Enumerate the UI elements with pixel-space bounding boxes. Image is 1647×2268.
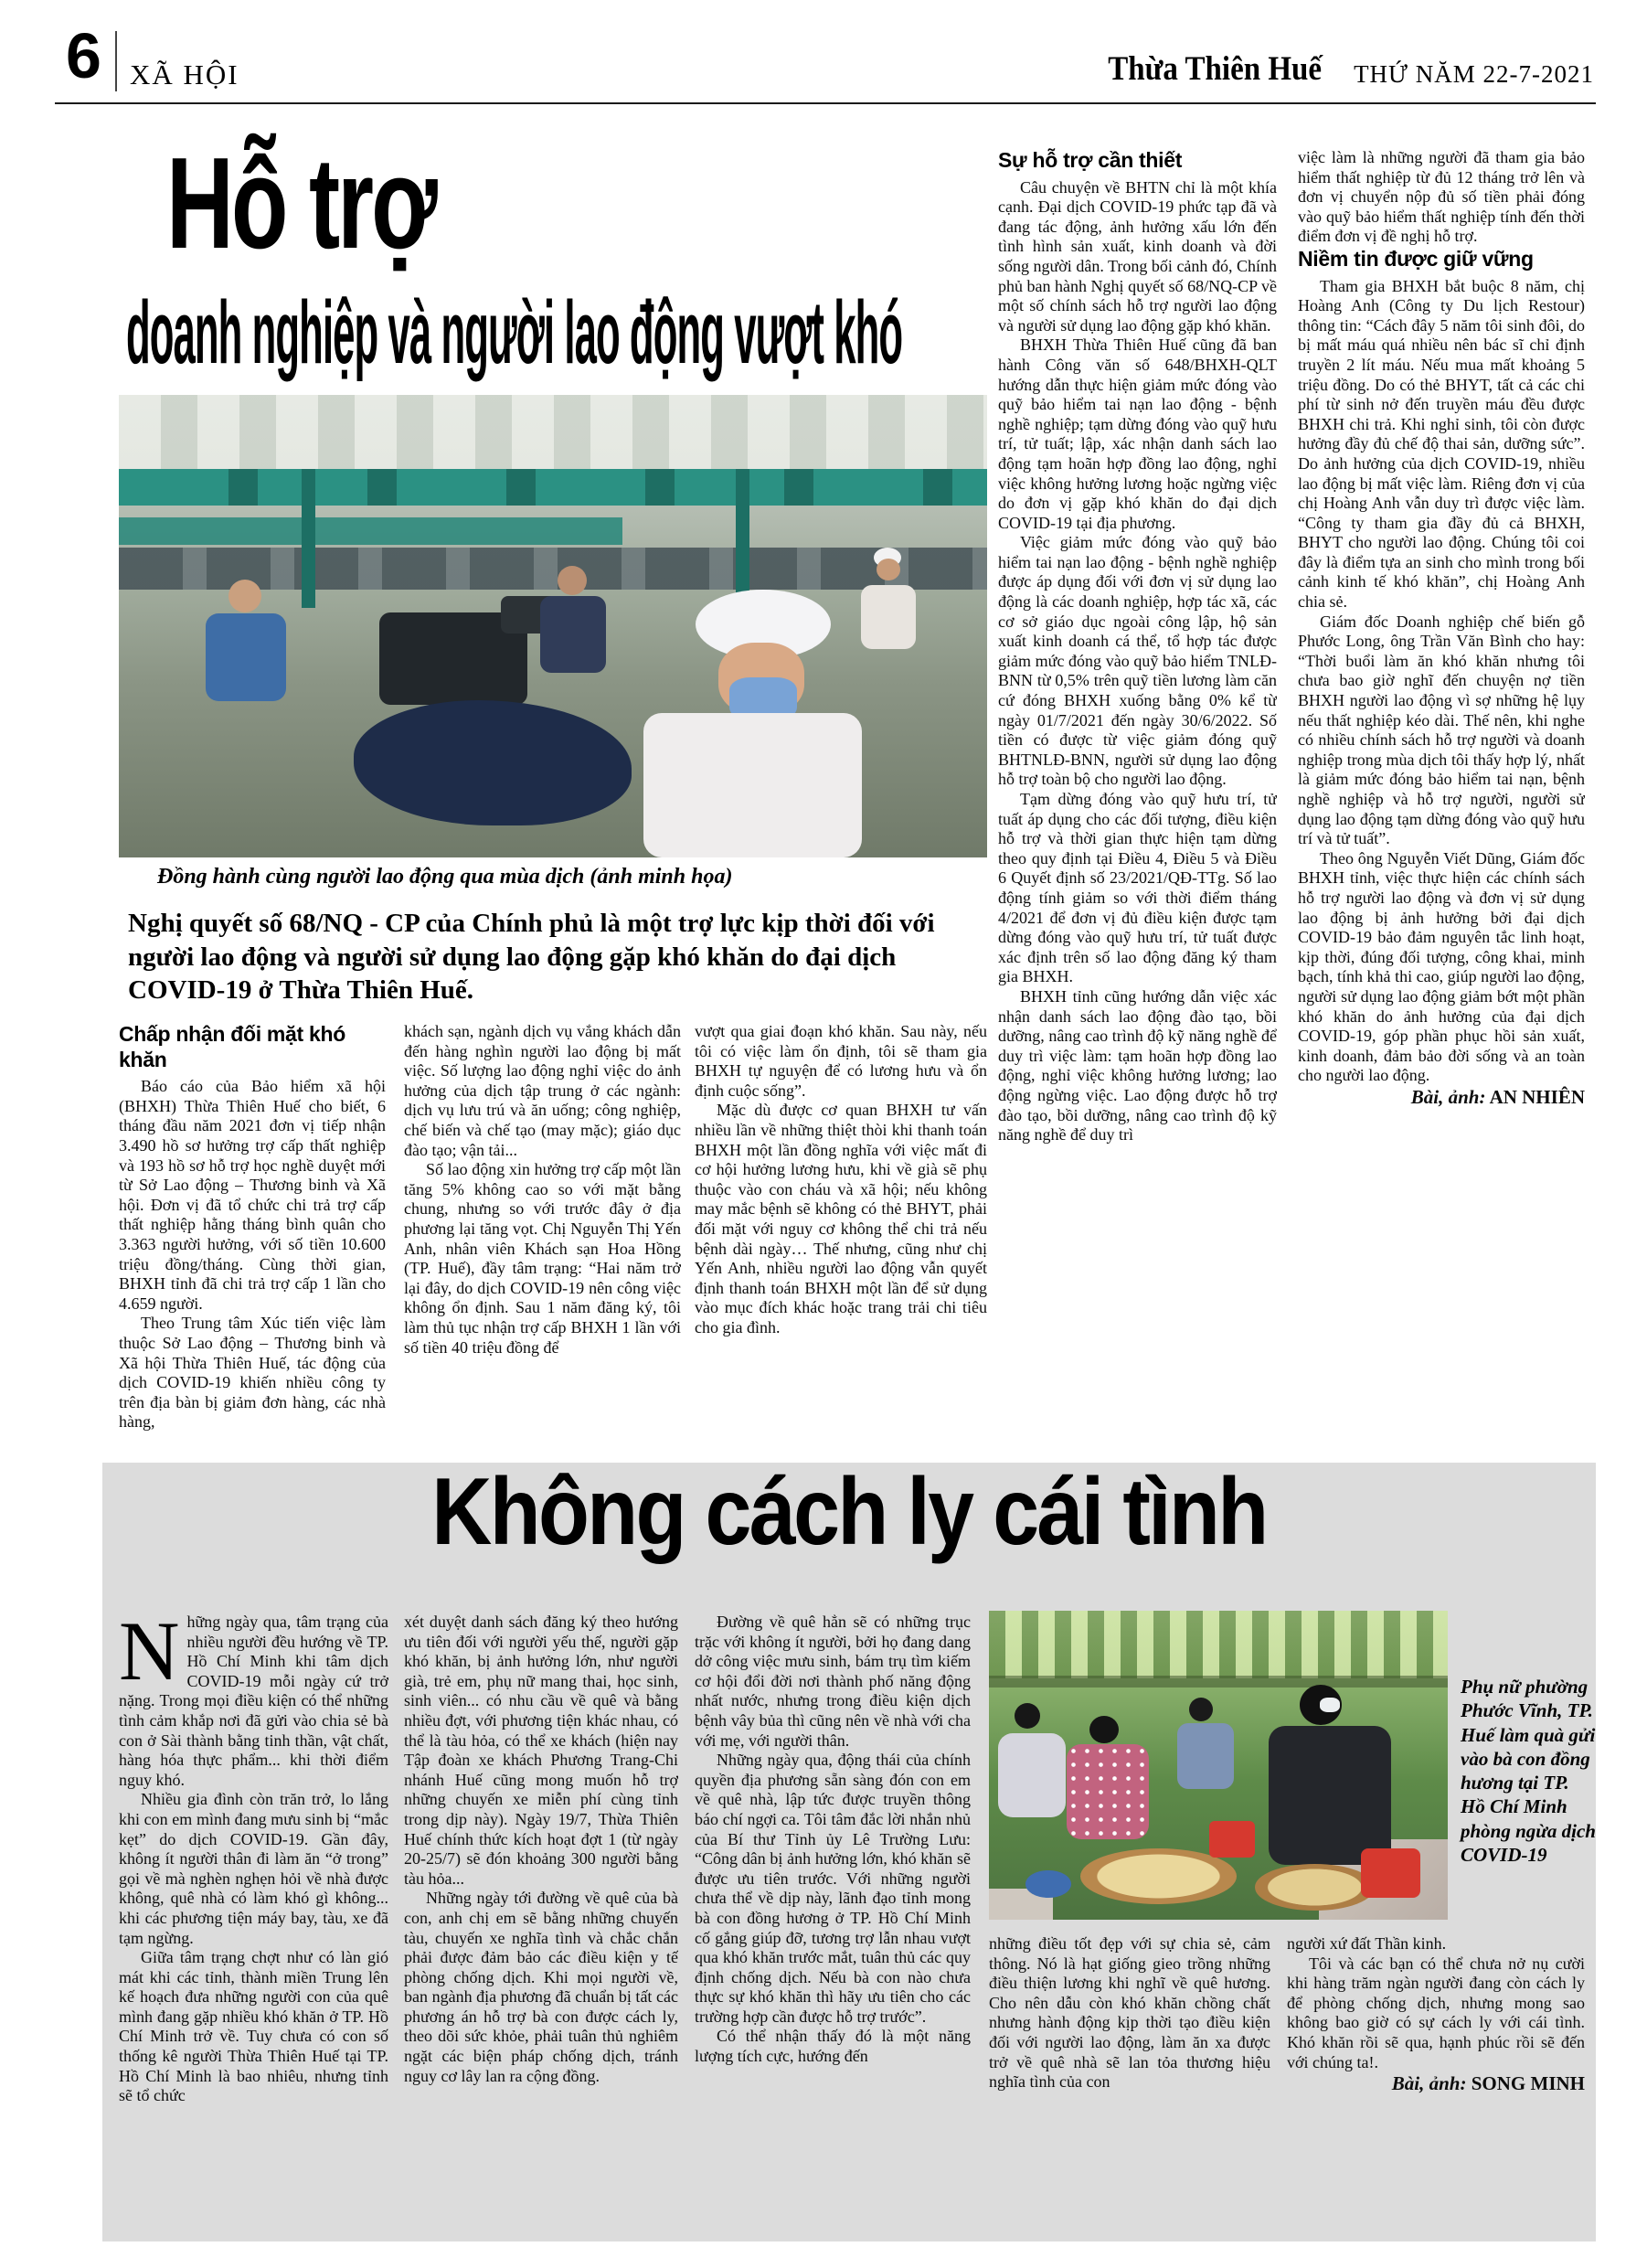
page-number: 6 <box>66 20 101 91</box>
body-paragraph: Tham gia BHXH bắt buộc 8 năm, chị Hoàng Anh (Công ty Du lịch Restour) thông tin: “Cách đây 5 năm tôi sinh đôi, do bị mất máu quá nhiều nên bác sĩ chỉ định truyền 2 lít máu. Nếu mua mất khoảng 5 triệu đồng. Do có thẻ BHYT, tất cả các chi phí từ sinh nở đến truyền máu đều được BHXH chi trả. Khi nghỉ sinh, tôi còn được hưởng đầy đủ chế độ thai sản, dưỡng sức”. Do ảnh hưởng của dịch COVID-19, nhiều lao động bị mất việc làm. Riêng đơn vị của chị Hoàng Anh vẫn duy trì được việc làm. “Công ty tham gia đầy đủ cả BHXH, BHYT cho người lao động. Chúng tôi coi đây là điểm tựa an sinh cho mình trong bối cảnh kinh tế khó khăn”, chị Hoàng Anh chia sẻ. <box>1298 276 1585 612</box>
body-paragraph: Việc giảm mức đóng vào quỹ bảo hiểm tai nạn lao động - bệnh nghề nghiệp được áp dụng đối với đơn vị sử dụng lao động là các doanh nghiệp, hợp tác xã, các cơ sở giáo dục ngoài công lập, hộ sản xuất kinh doanh cá thể, tổ hợp tác được giảm mức đóng vào quỹ bảo hiểm TNLĐ-BNN từ 0,5% trên quỹ tiền lương làm căn cứ đóng BHXH xuống bằng 0% kể từ ngày 01/7/2021 đến ngày 30/6/2022. Số tiền có được từ việc giảm đóng quỹ BHTNLĐ-BNN, người sử dụng lao động hỗ trợ toàn bộ cho người lao động. <box>998 533 1277 789</box>
article1-column-3 <box>695 1022 987 1459</box>
article2-column-3 <box>695 1613 971 2199</box>
article1-headline-top <box>166 131 861 285</box>
article2-column-2 <box>404 1613 678 2199</box>
body-paragraph: BHXH tỉnh cũng hướng dẫn việc xác nhận danh sách lao động đào tạo, bồi dưỡng, nâng cao trình độ kỹ năng nghề để duy trì việc làm: tạm hoãn hợp đồng lao động, nghỉ việc không hưởng lương; lao động ngừng việc. Lao động được hỗ trợ đào tạo, bồi dưỡng, nâng cao trình độ kỹ năng nghề để duy trì <box>998 986 1277 1145</box>
fabric-shape <box>354 700 632 825</box>
article1-column-1 <box>119 1022 386 1459</box>
article1-column-4 <box>998 148 1277 1459</box>
body-paragraph <box>119 1613 388 1790</box>
person-figure <box>998 1703 1071 1839</box>
body-paragraph: những điều tốt đẹp với sự chia sẻ, cảm thông. Nó là hạt giống gieo trồng những điều thiện lương khi nghĩ về quê hương. Cho nên dẫu còn khó khăn chồng chất nhưng hành động kịp thời tạo điều kiện đối với người lao động, làm ăn xa được trở về quê nhà sẽ lan tỏa thương hiệu nghĩa tình của con <box>989 1934 1270 2092</box>
page-header <box>55 20 1596 99</box>
newspaper-brand: Thừa Thiên Huế <box>1108 50 1322 88</box>
body-paragraph: việc làm là những người đã tham gia bảo hiểm thất nghiệp từ đủ 12 tháng trở lên và đơn vị chuyển nộp đủ số tiền phải đóng vào quỹ bảo hiểm thất nghiệp tính đến thời điểm đơn vị đề nghị hỗ trợ. <box>1298 148 1585 246</box>
worker-figure <box>540 566 619 687</box>
body-paragraph: Theo Trung tâm Xúc tiến việc làm thuộc Sở Lao động – Thương binh và Xã hội Thừa Thiên Huế, tác động của dịch COVID-19 khiến nhiều công ty trên địa bàn bị giảm đơn hàng, các nhà hàng, <box>119 1314 386 1432</box>
photo-shape <box>302 469 315 608</box>
tray-shape <box>1255 1864 1375 1911</box>
body-paragraph: Theo ông Nguyễn Viết Dũng, Giám đốc BHXH tỉnh, việc thực hiện các chính sách hỗ trợ người lao động và đơn vị sử dụng lao động bị ảnh hưởng bởi đại dịch COVID-19 bảo đảm nguyên tắc linh hoạt, kịp thời, đúng đối tượng, công khai, minh bạch, tính khả thi cao, giúp người lao động, người sử dụng lao động giảm bớt một phần khó khăn do ảnh hưởng của đại dịch COVID-19, góp phần phục hồi sản xuất, kinh doanh, đảm bảo đời sống và an toàn cho người lao động. <box>1298 848 1585 1085</box>
subhead: Sự hỗ trợ cần thiết <box>998 148 1183 172</box>
body-paragraph: Có thể nhận thấy đó là một năng lượng tích cực, hướng đến <box>695 2027 971 2066</box>
body-paragraph: Tôi và các bạn có thể chưa nở nụ cười khi hàng trăm ngàn người đang còn cách ly để phòng chống dịch, nhưng mong sao không bao giờ có sự cách ly với cái tình. Khó khăn rồi sẽ qua, hạnh phúc rồi sẽ đến với chúng ta!. <box>1287 1954 1585 2071</box>
photo-shape <box>119 517 622 545</box>
body-paragraph: Những ngày tới đường về quê của bà con, anh chị em sẽ bằng những chuyến tàu, chuyến xe nghĩa tình và chắc chắn phải được đảm bảo các điều kiện y tế phòng chống dịch. Khi mọi người về, ban ngành địa phương đã chuẩn bị tất các phương án hỗ trợ bà con được cách ly, theo dõi sức khỏe, phải tuân thủ nghiêm ngặt các biện pháp chống dịch, tránh nguy cơ lây lan ra cộng đồng. <box>404 1889 678 2085</box>
body-paragraph: Mặc dù được cơ quan BHXH tư vấn nhiều lần về những thiệt thòi khi thanh toán BHXH một lần đồng nghĩa với việc mất đi cơ hội hưởng lương hưu, khi về già sẽ phụ thuộc vào con cháu và xã hội; nếu không may mắc bệnh sẽ không có thẻ BHYT, phải đối mặt với nguy cơ không thể chi trả nếu bệnh dài ngày… Thế nhưng, cũng như chị Yến Anh, nhiều người lao động vẫn quyết định thanh toán BHXH một lần để sử dụng vào mục đích khác hoặc trang trải chi tiêu cho gia đình. <box>695 1101 987 1336</box>
subhead: Niềm tin được giữ vững <box>1298 246 1534 271</box>
bowl-shape <box>1025 1870 1071 1898</box>
body-paragraph: Giám đốc Doanh nghiệp chế biến gỗ Phước Long, ông Trần Văn Bình cho hay: “Thời buổi làm ăn khó khăn nhưng tôi chưa bao giờ nghĩ đến chuyện nợ tiền BHXH người lao động vì sợ những hệ lụy nếu thất nghiệp kéo dài. Thế nên, khi nghe có nhiều chính sách hỗ trợ người và doanh nghiệp trong mùa dịch tôi thấy hợp lý, nhất là giảm mức đóng bảo hiểm tai nạn, bệnh nghề nghiệp và hỗ trợ người, người sử dụng lao động tạm dừng đóng vào quỹ hưu trí và tử tuất”. <box>1298 612 1585 848</box>
article1-headline-top-text: Hỗ trợ <box>166 131 435 276</box>
photo-shape <box>989 1611 1448 1678</box>
body-paragraph: Đường về quê hẳn sẽ có những trục trặc với không ít người, bởi họ đang dang dở công việc mưu sinh, bám trụ tìm kiếm cơ hội đổi đời nơi thành phố năng động nhất nước, nhưng trong điều kiện dịch bệnh vây bủa thì cũng nên về nhà với cha với mẹ, với người thân. <box>695 1613 971 1750</box>
body-paragraph: Câu chuyện về BHTN chỉ là một khía cạnh. Đại dịch COVID-19 phức tạp đã và đang tác động, ảnh hưởng xấu lớn đến tình hình sản xuất, kinh doanh và đời sống người dân. Trong bối cảnh đó, Chính phủ ban hành Nghị quyết số 68/NQ-CP về một số chính sách hỗ trợ người lao động và người sử dụng lao động gặp khó khăn. <box>998 177 1277 335</box>
article2-byline <box>1287 2072 1585 2095</box>
body-paragraph: người xứ đất Thần kinh. <box>1287 1934 1447 1953</box>
body-paragraph: khách sạn, ngành dịch vụ vắng khách dẫn đến hàng nghìn người lao động bị mất việc. Số lượng lao động nghỉ việc do ảnh hưởng của dịch tập trung ở các ngành: dịch vụ lưu trú và ăn uống; công nghiệp, chế biến và chế tạo (may mặc); giáo dục đào tạo; vận tải... <box>404 1022 681 1159</box>
issue-date: THỨ NĂM 22-7-2021 <box>1354 60 1594 88</box>
photo-shape <box>119 469 987 506</box>
body-paragraph: Số lao động xin hưởng trợ cấp một lần tăng 5% không cao so với mặt bằng chung, nhưng so với trước đây ở địa phương lại tăng vọt. Chị Nguyễn Thị Yến Anh, nhân viên Khách sạn Hoa Hồng (TP. Huế), đầy tâm trạng: “Hai năm trở lại đây, do dịch COVID-19 nên công việc không ổn định. Sau 1 năm đăng ký, tôi làm thủ tục nhận trợ cấp BHXH 1 lần với số tiền 40 triệu đồng để <box>404 1160 681 1357</box>
body-paragraph: Những ngày qua, động thái của chính quyền địa phương sẵn sàng đón con em về quê nhà, lập tức được truyền thông báo chí ngợi ca. Tôi tâm đắc lời nhắn nhủ của Bí thư Tỉnh ủy Lê Trường Lưu: “Công dân bị ảnh hưởng lớn, khó khăn sẽ được ưu tiên trước. Với những người chưa thể về dịp này, lãnh đạo tỉnh mong bà con đồng hương ở TP. Hồ Chí Minh cố gắng giúp đỡ, tương trợ lẫn nhau vượt qua khó khăn trước mắt, tuân thủ các quy định chống dịch. Nếu bà con nào chưa thực sự khó khăn thì hãy ưu tiên cho các trường hợp cần được hỗ trợ trước”. <box>695 1751 971 2026</box>
worker-figure <box>861 548 930 658</box>
factory-photo <box>119 395 987 857</box>
drop-cap: N <box>119 1613 180 1698</box>
body-paragraph: Nhiều gia đình còn trăn trở, lo lắng khi con em mình đang mưu sinh bị “mắc kẹt” do dịch COVID-19. Gần đây, không ít người thân đi làm ăn “ở trong” gọi về mà nghèn nghẹn hỏi về nhà được không, quê nhà có làm khó gì không... khi các phương tiện máy bay, tàu, xe đã tạm ngừng. <box>119 1790 388 1947</box>
body-text: hững ngày qua, tâm trạng của nhiều người đều hướng về TP. Hồ Chí Minh khi tâm dịch COVID-19 mỗi ngày cứ trở nặng. Trong mọi điều kiện có thể những tình cảm khắp nơi đã gửi vào chia sẻ bà con ở Sài thành bằng tinh thần, vật chất, hàng hóa thực phẩm... khi thời điểm nguy khó. <box>119 1613 388 1789</box>
article1-column-5 <box>1298 148 1585 1459</box>
header-divider <box>115 31 117 91</box>
byline-prefix: Bài, ảnh: <box>1391 2072 1467 2095</box>
article2-column-1 <box>119 1613 388 2199</box>
article1-lead: Nghị quyết số 68/NQ - CP của Chính phủ là một trợ lực kịp thời đối với người lao động và người sử dụng lao động gặp khó khăn do đại dịch COVID-19 ở Thừa Thiên Huế. <box>128 909 935 1006</box>
photo-shape <box>119 395 987 469</box>
body-paragraph: Báo cáo của Bảo hiểm xã hội (BHXH) Thừa Thiên Huế cho biết, 6 tháng đầu năm 2021 đơn vị tiếp nhận 3.490 hồ sơ hưởng trợ cấp thất nghiệp và 193 hồ sơ hỗ trợ học nghề duyệt mới từ Sở Lao động – Thương binh và Xã hội. Đơn vị đã tổ chức chi trả trợ cấp thất nghiệp hằng tháng bình quân cho 3.363 người hưởng, với số tiền 10.600 triệu đồng/tháng. Cùng thời gian, BHXH tỉnh đã chi trả trợ cấp 1 lần cho 4.659 người. <box>119 1077 386 1313</box>
byline-prefix: Bài, ảnh: <box>1410 1085 1486 1108</box>
worker-figure <box>622 590 883 857</box>
person-figure <box>1269 1685 1397 1870</box>
article1-headline-main-text: doanh nghiệp và người lao động vượt khó <box>126 282 903 382</box>
subhead: Chấp nhận đối mặt khó khăn <box>119 1022 345 1071</box>
article2-headline-text: Không cách ly cái tình <box>431 1459 1267 1565</box>
article2-column-5 <box>1287 1934 1585 2201</box>
stool-shape <box>1361 1848 1420 1898</box>
photo-shape <box>736 469 749 608</box>
stool-shape <box>1209 1821 1255 1858</box>
community-photo <box>989 1611 1448 1920</box>
article2-headline <box>102 1459 1596 1567</box>
body-paragraph: Tạm dừng đóng vào quỹ hưu trí, tử tuất áp dụng cho các đối tượng, điều kiện hỗ trợ và thời gian thực hiện tạm dừng theo quy định tại Điều 4, Điều 5 và Điều 6 Quyết định số 23/2021/QĐ-TTg. Số lao động tính giảm so với thời điểm tháng 4/2021 để đơn vị đủ điều kiện được tạm dừng đóng vào quỹ hưu trí, tử tuất được xác định trên số lao động đăng ký tham gia BHXH. <box>998 790 1277 986</box>
article2-column-4 <box>989 1934 1270 2201</box>
section-title: XÃ HỘI <box>130 59 239 91</box>
person-figure <box>1177 1698 1237 1796</box>
article1-headline-main <box>126 282 994 386</box>
article1-column-2 <box>404 1022 681 1459</box>
body-paragraph: Giữa tâm trạng chợt như có làn gió mát khi các tỉnh, thành miền Trung lên kế hoạch đưa những người con của quê mình đang gặp nhiều khó khăn ở TP. Hồ Chí Minh trở về. Tuy chưa có con số thống kê người Thừa Thiên Huế tại TP. Hồ Chí Minh là bao nhiêu, nhưng tỉnh sẽ tổ chức <box>119 1948 388 2105</box>
byline-author: SONG MINH <box>1471 2072 1585 2095</box>
worker-figure <box>206 580 292 709</box>
body-paragraph: xét duyệt danh sách đăng ký theo hướng ưu tiên đối với người yếu thế, người gặp khó khăn, bị ảnh hưởng lớn, như người già, trẻ em, phụ nữ mang thai, học sinh, sinh viên... có nhu cầu về quê và bằng nhiều đợt, với phương tiện khác nhau, có thể là tàu hỏa, có thể xe khách (hiện nay Tập đoàn xe khách Phương Trang-Chi nhánh Huế cũng mong muốn hỗ trợ những chuyến xe miễn phí cùng tỉnh trong dịp này). Ngày 19/7, Thừa Thiên Huế chính thức kích hoạt đợt 1 (từ ngày 20-25/7) sẽ đón khoảng 300 người bằng tàu hỏa... <box>404 1613 678 1888</box>
byline-author: AN NHIÊN <box>1489 1085 1585 1108</box>
body-paragraph: vượt qua giai đoạn khó khăn. Sau này, nếu tôi có việc làm ổn định, tôi sẽ tham gia BHXH tự nguyện để có lương hưu và ổn định cuộc sống”. <box>695 1022 987 1100</box>
header-rule <box>55 102 1596 104</box>
article1-byline <box>1298 1086 1585 1109</box>
article2-photo-caption: Phụ nữ phường Phước Vĩnh, TP. Huế làm quà gửi vào bà con đồng hương tại TP. Hồ Chí Minh phòng ngừa dịch COVID-19 <box>1461 1676 1596 1866</box>
article1-photo-caption: Đồng hành cùng người lao động qua mùa dịch (ảnh minh họa) <box>157 865 733 889</box>
body-paragraph: BHXH Thừa Thiên Huế cũng đã ban hành Công văn số 648/BHXH-QLT hướng dẫn thực hiện giảm mức đóng vào quỹ bảo hiểm tai nạn lao động - bệnh nghề nghiệp; tạm dừng đóng vào quỹ hưu trí, tử tuất; lập, xác nhận danh sách lao động tạm hoãn hợp đồng lao động, nghỉ việc không hưởng lương hoặc ngừng việc do đơn vị gặp khó khăn do đại dịch COVID-19 tại địa phương. <box>998 335 1277 532</box>
person-figure <box>1067 1716 1153 1858</box>
